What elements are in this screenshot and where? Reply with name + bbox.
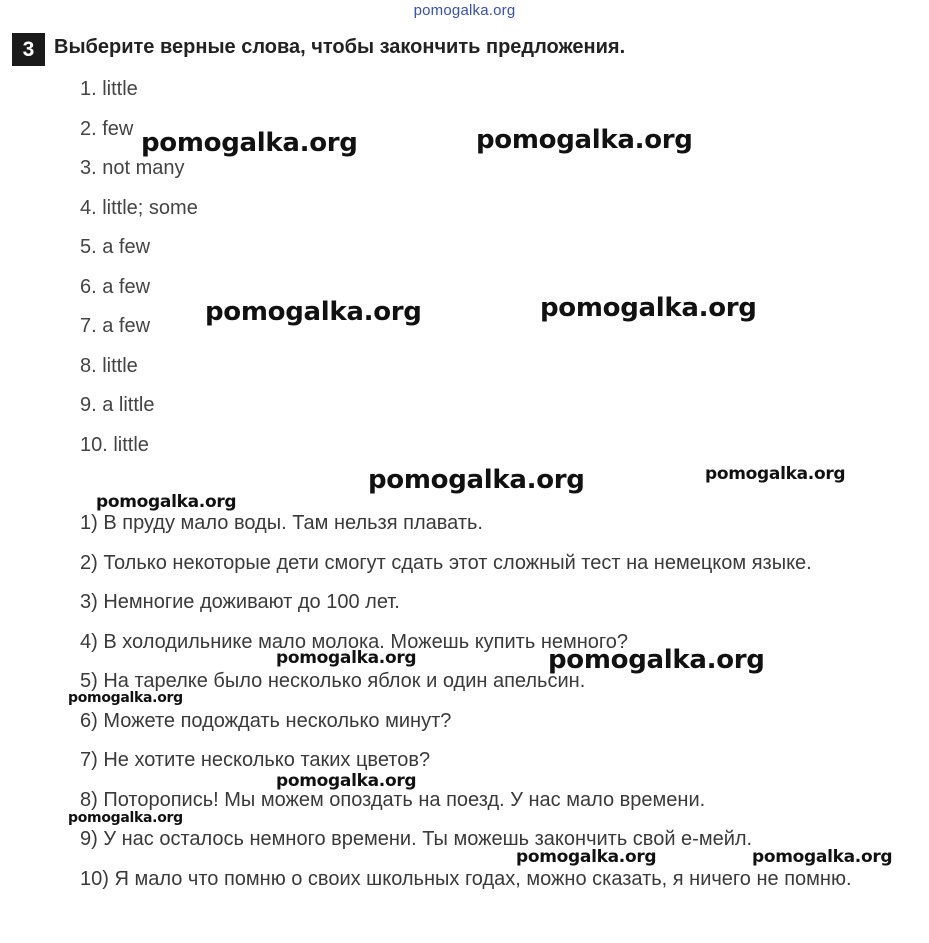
watermark-text: pomogalka.org [540, 293, 757, 323]
task-number-badge: 3 [12, 33, 45, 66]
translation-item: 3) Немногие доживают до 100 лет. [80, 591, 400, 613]
translation-item: 7) Не хотите несколько таких цветов? [80, 749, 431, 771]
translation-item: 1) В пруду мало воды. Там нельзя плавать. [80, 512, 483, 534]
translation-item: 8) Поторопись! Мы можем опоздать на поезд. У нас мало времени. [80, 788, 706, 811]
translation-item: 6) Можете подождать несколько минут? [80, 709, 452, 732]
watermark-text: pomogalka.org [548, 645, 765, 675]
translation-item: 10) Я мало что помню о своих школьных годах, можно сказать, я ничего не помню. [80, 867, 852, 890]
watermark-text: pomogalka.org [476, 125, 693, 155]
answer-item: 2. few [80, 117, 134, 140]
answer-item: 1. little [80, 78, 138, 100]
watermark-text: pomogalka.org [752, 847, 893, 867]
answer-item: 9. a little [80, 394, 155, 416]
answer-item: 6. a few [80, 275, 151, 298]
answer-item: 5. a few [80, 236, 151, 258]
watermark-text: pomogalka.org [205, 297, 422, 327]
translation-item: 5) На тарелке было несколько яблок и один апельсин. [80, 670, 586, 692]
watermark-text: pomogalka.org [68, 690, 183, 706]
translations-list [80, 510, 918, 899]
watermark-text: pomogalka.org [96, 492, 237, 512]
watermark-text: pomogalka.org [368, 465, 585, 495]
watermark-text: pomogalka.org [141, 128, 358, 158]
answer-item: 3. not many [80, 157, 185, 179]
answer-item: 10. little [80, 433, 149, 456]
task-title: Выберите верные слова, чтобы закончить предложения. [54, 36, 626, 58]
translation-item: 2) Только некоторые дети смогут сдать этот сложный тест на немецком языке. [80, 551, 812, 574]
answer-item: 7. a few [80, 315, 151, 337]
answer-item: 8. little [80, 354, 138, 377]
watermark-text: pomogalka.org [68, 810, 183, 826]
translation-item: 4) В холодильнике мало молока. Можешь купить немного? [80, 630, 629, 653]
watermark-text: pomogalka.org [705, 464, 846, 484]
watermark-text: pomogalka.org [276, 648, 417, 668]
watermark-text: pomogalka.org [276, 771, 417, 791]
watermark-text: pomogalka.org [516, 847, 657, 867]
header-watermark-link[interactable]: pomogalka.org [413, 2, 516, 19]
answer-item: 4. little; some [80, 196, 198, 219]
translation-item: 9) У нас осталось немного времени. Ты можешь закончить свой е-мейл. [80, 828, 753, 850]
